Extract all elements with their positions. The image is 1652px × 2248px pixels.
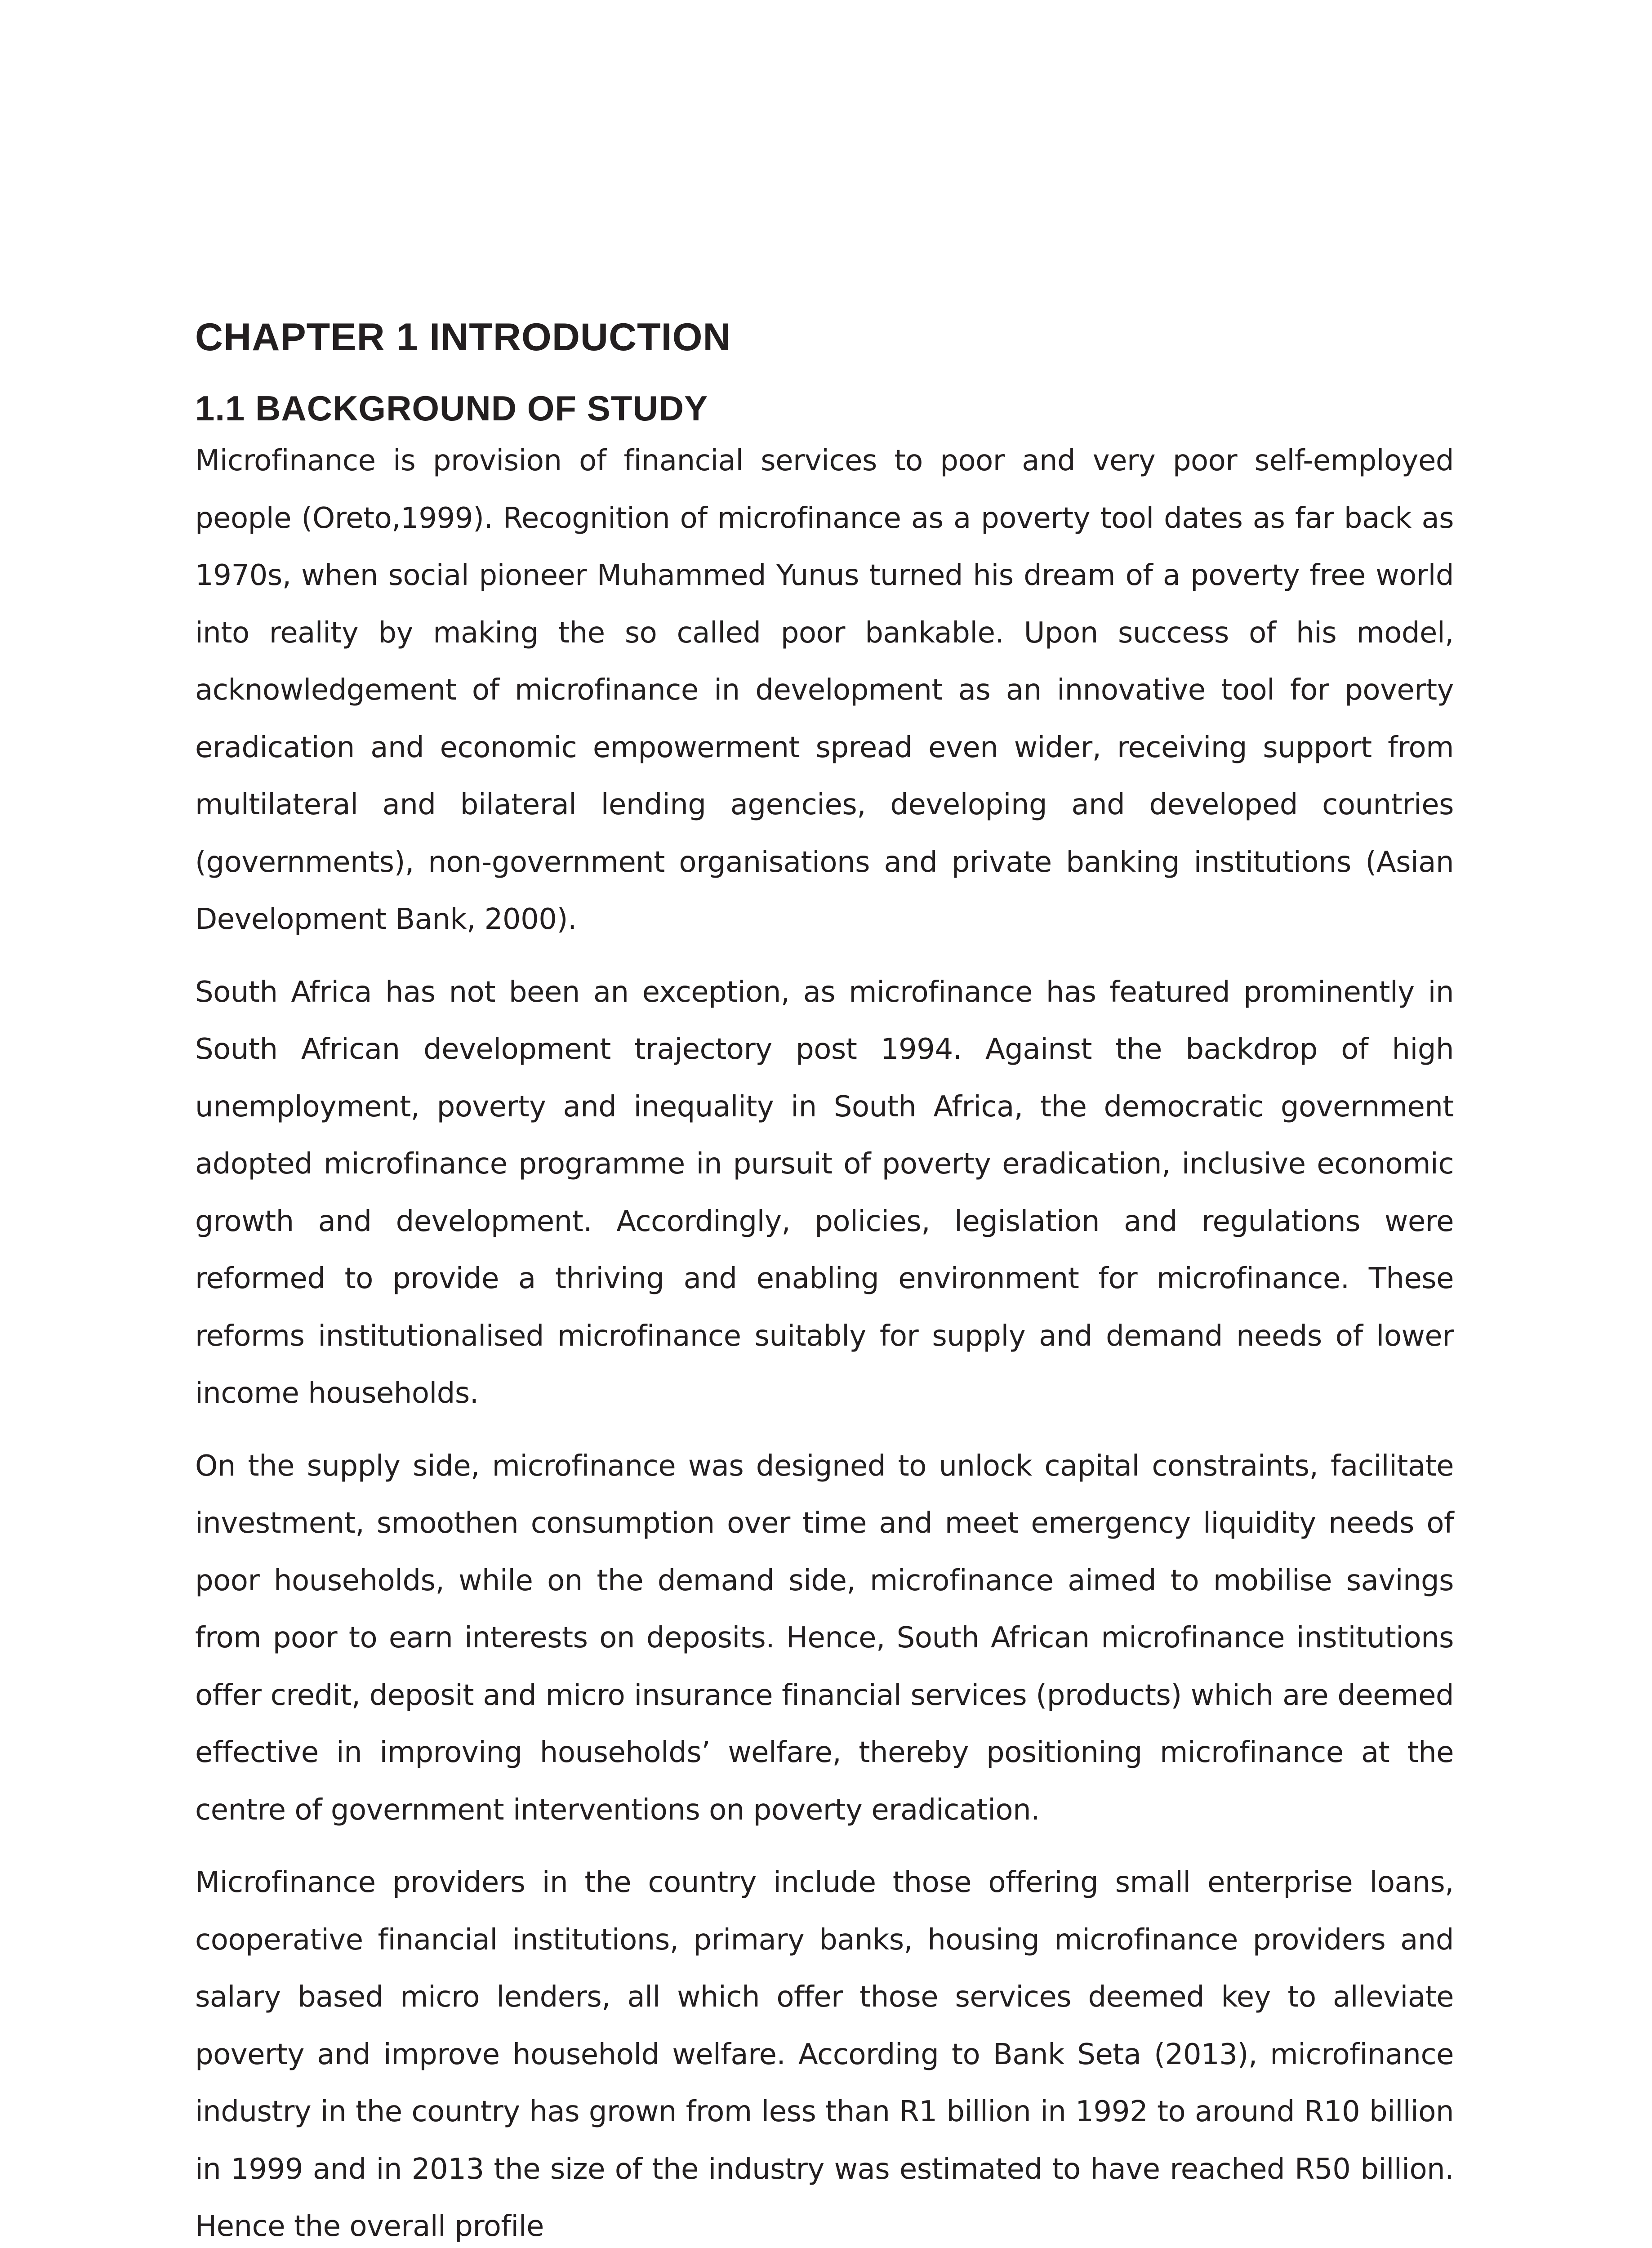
paragraph-2: South Africa has not been an exception, as microfinance has featured prominently in South African development trajectory post 1994. Against the backdrop of high unemployment, poverty and inequality in South Africa, the democratic government adopted microfinance programme in pursuit of poverty eradication, inclusive economic growth and development. Accordingly, policies, legislation and regulations were reformed to provide a thriving and enabling environment for microfinance. These reforms institutionalised microfinance suitably for supply and demand needs of lower income households. — [195, 975, 1454, 1410]
section-heading: 1.1 BACKGROUND OF STUDY — [195, 388, 708, 428]
page-content — [195, 315, 1454, 2248]
chapter-heading: CHAPTER 1 INTRODUCTION — [195, 316, 731, 359]
paragraph-1: Microfinance is provision of financial services to poor and very poor self-employed people (Oreto,1999). Recognition of microfinance as a poverty tool dates as far back as 1970s, when social pioneer Muhammed Yunus turned his dream of a poverty free world into reality by making the so called poor bankable. Upon success of his model, acknowledgement of microfinance in development as an innovative tool for poverty eradication and economic empowerment spread even wider, receiving support from multilateral and bilateral lending agencies, developing and developed countries (governments), non-government organisations and private banking institutions (Asian Development Bank, 2000). — [195, 444, 1454, 936]
paragraph-3: On the supply side, microfinance was designed to unlock capital constraints, facilitate investment, smoothen consumption over time and meet emergency liquidity needs of poor households, while on the demand side, microfinance aimed to mobilise savings from poor to earn interests on deposits. Hence, South African microfinance institutions offer credit, deposit and micro insurance financial services (products) which are deemed effective in improving households’ welfare, thereby positioning microfinance at the centre of government interventions on poverty eradication. — [195, 1449, 1454, 1827]
paragraph-4: Microfinance providers in the country include those offering small enterprise loans, cooperative financial institutions, primary banks, housing microfinance providers and salary based micro lenders, all which offer those services deemed key to alleviate poverty and improve household welfare. According to Bank Seta (2013), microfinance industry in the country has grown from less than R1 billion in 1992 to around R10 billion in 1999 and in 2013 the size of the industry was estimated to have reached R50 billion. Hence the overall profile — [195, 1866, 1454, 2243]
